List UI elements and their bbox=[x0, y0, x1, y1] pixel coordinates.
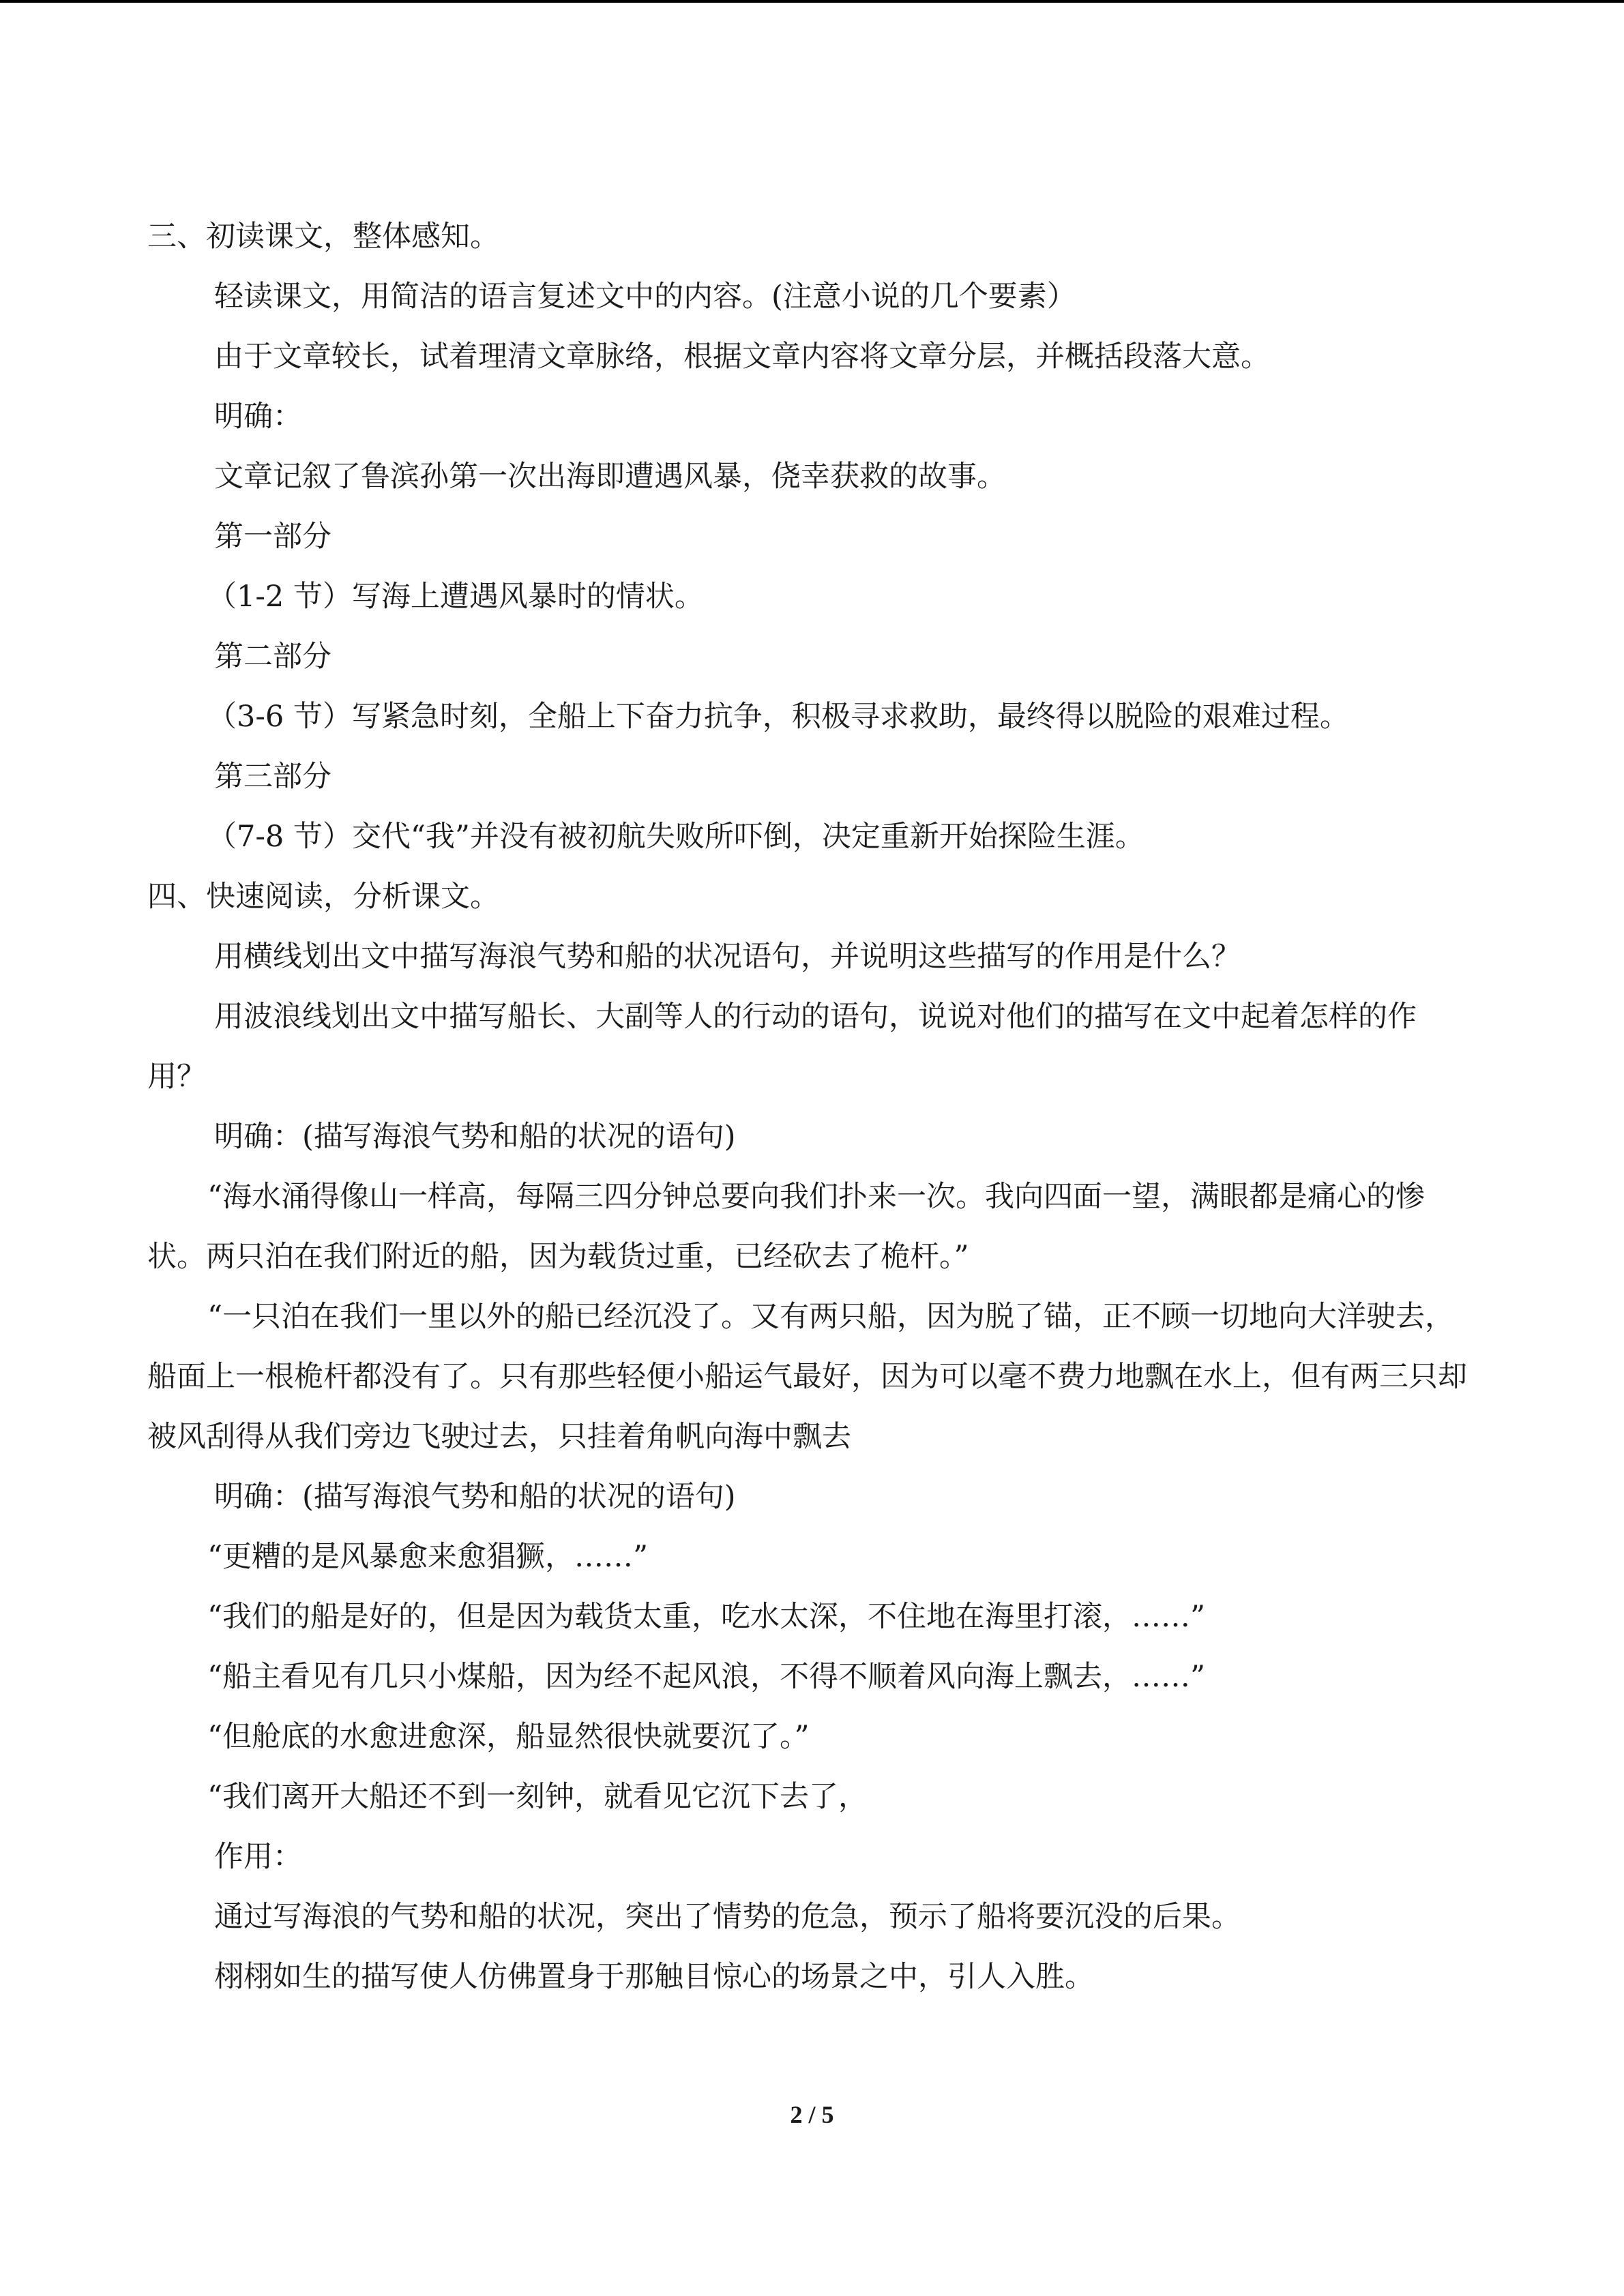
paragraph: 明确：(描写海浪气势和船的状况的语句) bbox=[214, 1120, 736, 1154]
paragraph: （3-6 节）写紧急时刻，全船上下奋力抗争，积极寻求救助，最终得以脱险的艰难过程。 bbox=[207, 700, 1349, 734]
quote-paragraph: “海水涌得像山一样高，每隔三四分钟总要向我们扑来一次。我向四面一望，满眼都是痛心的惨状。两只泊在我们附近的船，因为载货过重，已经砍去了桅杆。” bbox=[147, 1180, 1425, 1274]
paragraph: 通过写海浪的气势和船的状况，突出了情势的危急，预示了船将要沉没的后果。 bbox=[214, 1900, 1241, 1934]
paragraph: （7-8 节）交代“我”并没有被初航失败所吓倒，决定重新开始探险生涯。 bbox=[207, 820, 1145, 854]
section-heading-3: 三、初读课文，整体感知。 bbox=[147, 220, 499, 254]
paragraph: 第二部分 bbox=[214, 640, 331, 674]
paragraph: 第三部分 bbox=[214, 760, 331, 794]
document-body bbox=[147, 207, 1471, 2007]
paragraph: 轻读课文，用简洁的语言复述文中的内容。(注意小说的几个要素） bbox=[214, 280, 1076, 314]
quote-paragraph: “我们的船是好的，但是因为载货太重，吃水太深，不住地在海里打滚，……” bbox=[207, 1600, 1205, 1634]
paragraph: 由于文章较长，试着理清文章脉络，根据文章内容将文章分层，并概括段落大意。 bbox=[214, 340, 1270, 374]
paragraph: 文章记叙了鲁滨孙第一次出海即遭遇风暴，侥幸获救的故事。 bbox=[214, 460, 1006, 494]
quote-paragraph: “但舱底的水愈进愈深，船显然很快就要沉了。” bbox=[207, 1720, 810, 1754]
section-heading-4: 四、快速阅读，分析课文。 bbox=[147, 880, 499, 914]
paragraph: 作用： bbox=[214, 1840, 302, 1874]
quote-paragraph: “我们离开大船还不到一刻钟，就看见它沉下去了， bbox=[207, 1780, 868, 1814]
page-number: 2 / 5 bbox=[790, 2101, 834, 2128]
page-top-border bbox=[0, 0, 1624, 3]
paragraph: 明确： bbox=[214, 400, 302, 434]
quote-paragraph: “船主看见有几只小煤船，因为经不起风浪，不得不顺着风向海上飘去，……” bbox=[207, 1660, 1205, 1694]
paragraph: 用波浪线划出文中描写船长、大副等人的行动的语句，说说对他们的描写在文中起着怎样的作用？ bbox=[147, 1000, 1417, 1094]
paragraph: 第一部分 bbox=[214, 520, 331, 554]
paragraph: 明确：(描写海浪气势和船的状况的语句) bbox=[214, 1480, 736, 1514]
quote-paragraph: “更糟的是风暴愈来愈猖獗，……” bbox=[207, 1540, 648, 1574]
paragraph: 用横线划出文中描写海浪气势和船的状况语句，并说明这些描写的作用是什么？ bbox=[214, 940, 1241, 974]
paragraph: （1-2 节）写海上遭遇风暴时的情状。 bbox=[207, 580, 704, 614]
paragraph: 栩栩如生的描写使人仿佛置身于那触目惊心的场景之中，引人入胜。 bbox=[214, 1960, 1094, 1994]
quote-paragraph: “一只泊在我们一里以外的船已经沉没了。又有两只船，因为脱了锚，正不顾一切地向大洋驶去，船面上一根桅杆都没有了。只有那些轻便小船运气最好，因为可以毫不费力地飘在水上，但有两三只却被风刮得从我们旁边飞驶过去，只挂着角帆向海中飘去 bbox=[147, 1300, 1467, 1454]
